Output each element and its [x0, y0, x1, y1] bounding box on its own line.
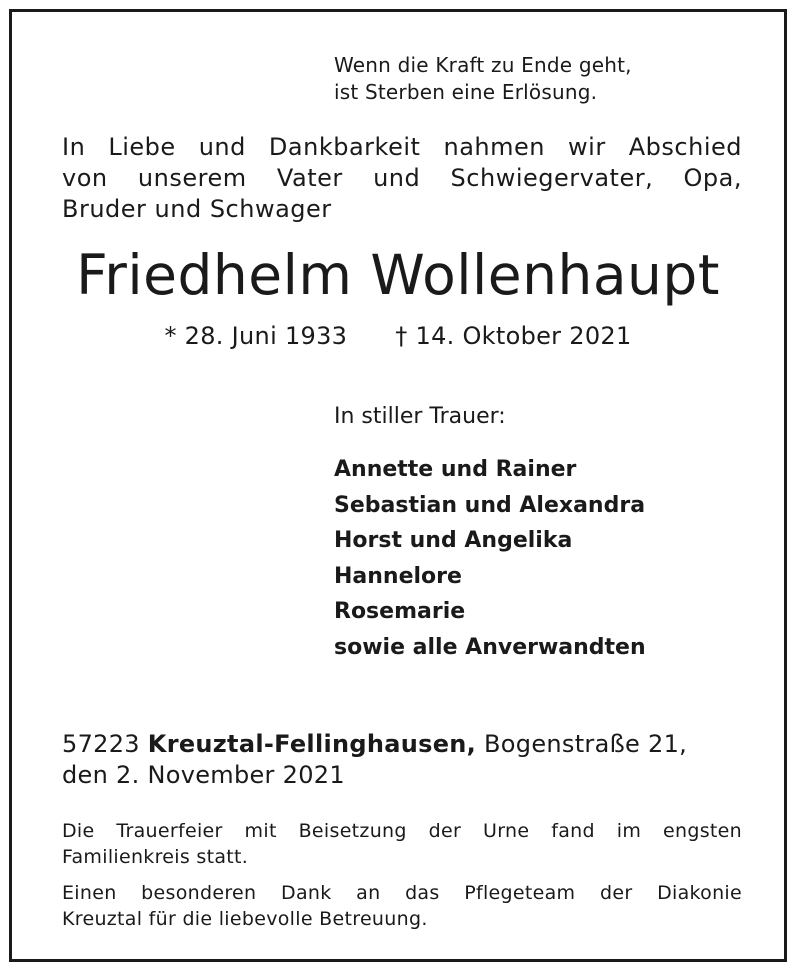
- obituary-notice: [9, 9, 787, 962]
- note-line: Die Trauerfeier mit Beisetzung der Urne fand im engsten: [62, 820, 742, 842]
- street: Bogenstraße 21,: [484, 730, 688, 758]
- thanks-note: [62, 880, 742, 932]
- quote-line: Wenn die Kraft zu Ende geht,: [334, 53, 632, 77]
- note-line: Einen besonderen Dank an das Pflegeteam der Diakonie: [62, 882, 742, 904]
- notes-block: [62, 818, 742, 942]
- intro-line: In Liebe und Dankbarkeit nahmen wir Abschied: [62, 133, 742, 161]
- quote-line: ist Sterben eine Erlösung.: [334, 80, 598, 104]
- mourner-name: Hannelore: [334, 563, 462, 589]
- note-line: Familienkreis statt.: [62, 846, 249, 868]
- mourners-list: [334, 452, 646, 665]
- mourner-name: Rosemarie: [334, 599, 466, 624]
- life-dates: [12, 320, 784, 352]
- cross-icon: †: [395, 322, 408, 350]
- address-line: [62, 729, 687, 760]
- deceased-name: Friedhelm Wollenhaupt: [76, 243, 720, 307]
- ceremony-note: [62, 818, 742, 870]
- mourner-name: Sebastian und Alexandra: [334, 492, 646, 518]
- intro-line: von unserem Vater und Schwiegervater, Opa,: [62, 164, 742, 192]
- mourner-name: Annette und Rainer: [334, 457, 577, 482]
- intro-paragraph: [62, 132, 742, 225]
- note-line: Kreuztal für die liebevolle Betreuung.: [62, 908, 428, 930]
- epigraph-quote: [334, 52, 632, 106]
- birth-date: * 28. Juni 1933: [164, 322, 348, 350]
- postcode: 57223: [62, 730, 140, 758]
- date-line: den 2. November 2021: [62, 761, 345, 789]
- death-date: 14. Oktober 2021: [415, 322, 632, 350]
- mourner-name: Horst und Angelika: [334, 528, 573, 553]
- mourner-name: sowie alle Anverwandten: [334, 634, 646, 660]
- town: Kreuztal-Fellinghausen,: [147, 730, 477, 758]
- mourning-heading: In stiller Trauer:: [334, 404, 506, 429]
- address-block: [62, 729, 687, 791]
- intro-line: Bruder und Schwager: [62, 195, 332, 223]
